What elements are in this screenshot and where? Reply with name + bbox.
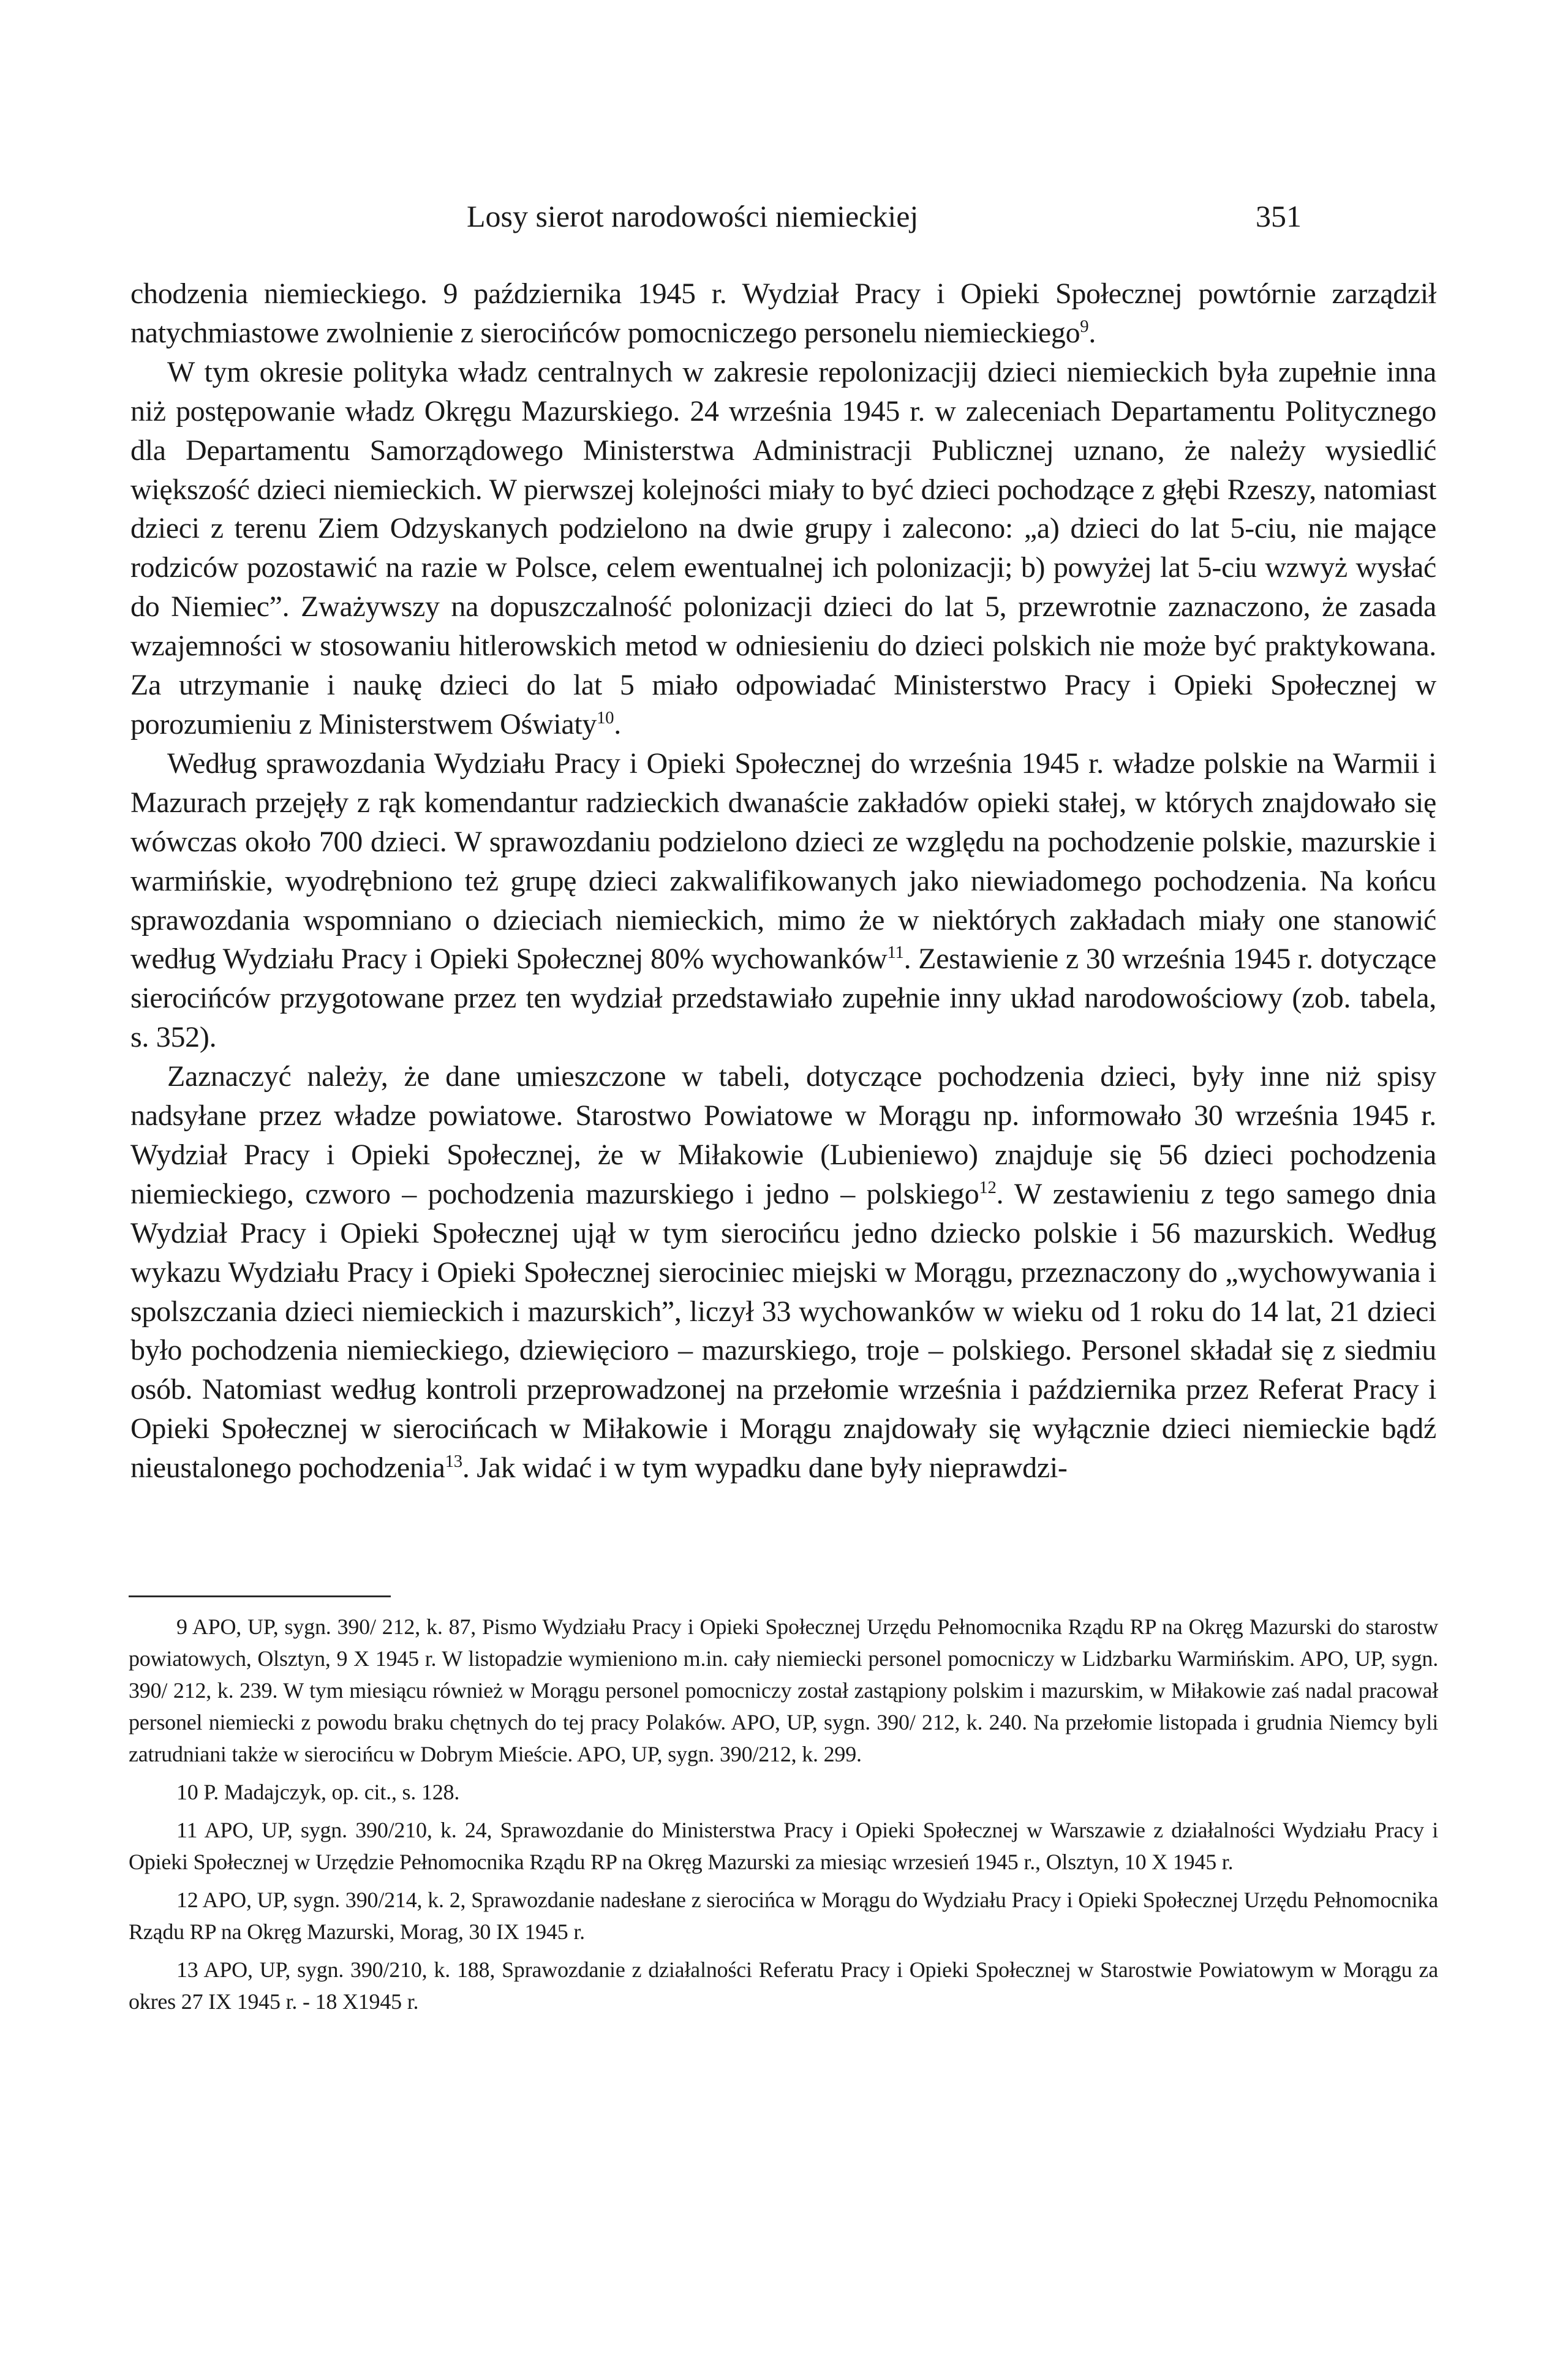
paragraph-text: W tym okresie polityka władz centralnych w zakresie repolonizacjij dzieci niemieckich była zupełnie inna niż postępowanie władz Okręgu Mazurskiego. 24 września 1945 r. w zaleceniach Departamentu Politycznego dla Departamentu Samorządowego Ministerstwa Administracji Publicznej uznano, że należy wysiedlić większość dzieci niemieckich. W pierwszej kolejności miały to być dzieci pochodzące z głębi Rzeszy, natomiast dzieci z terenu Ziem Odzyskanych podzielono na dwie grupy i zalecono: „a) dzieci do lat 5-ciu, nie mające rodziców pozostawić na razie w Polsce, celem ewentualnej ich polonizacji; b) powyżej lat 5-ciu wzwyż wysłać do Niemiec”. Zważywszy na dopuszczalność polonizacji dzieci do lat 5, przewrotnie zaznaczono, że zasada wzajemności w stosowaniu hitlerowskich metod w odniesieniu do dzieci polskich nie może być praktykowana. Za utrzymanie i naukę dzieci do lat 5 miało odpowiadać Ministerstwo Pracy i Opieki Społecznej w porozumieniu z Ministerstwem Oświaty bbox=[130, 355, 1436, 740]
paragraph-text: Według sprawozdania Wydziału Pracy i Opieki Społecznej do września 1945 r. władze polskie na Warmii i Mazurach przejęły z rąk komendantur radzieckich dwanaście zakładów opieki stałej, w których znajdowało się wówczas około 700 dzieci. W sprawozdaniu podzielono dzieci ze względu na pochodzenie polskie, mazurskie i warmińskie, wyodrębniono też grupę dzieci zakwalifikowanych jako niewiadomego pochodzenia. Na końcu sprawozdania wspomniano o dzieciach niemieckich, mimo że w niektórych zakładach miały one stanowić według Wydziału Pracy i Opieki Społecznej 80% wychowanków bbox=[130, 747, 1436, 976]
paragraph-4 bbox=[130, 1057, 1436, 1488]
main-text bbox=[130, 274, 1436, 1488]
footnote-13: 13 APO, UP, sygn. 390/210, k. 188, Sprawozdanie z działalności Referatu Pracy i Opieki Społecznej w Starostwie Powiatowym w Morągu za okres 27 IX 1945 r. - 18 X1945 r. bbox=[129, 1957, 1438, 2014]
paragraph-text: chodzenia niemieckiego. 9 października 1945 r. Wydział Pracy i Opieki Społecznej powtórnie zarządził natychmiastowe zwolnienie z sierocińców pomocniczego personelu niemieckiego bbox=[130, 277, 1436, 349]
footnote-ref: 11 bbox=[887, 943, 904, 963]
footnote-ref: 9 bbox=[1080, 316, 1089, 336]
paragraph-tail: . bbox=[1088, 316, 1096, 349]
page-number: 351 bbox=[1256, 199, 1302, 233]
footnote-ref: 13 bbox=[445, 1452, 462, 1472]
footnote-12: 12 APO, UP, sygn. 390/214, k. 2, Sprawozdanie nadesłane z sierocińca w Morągu do Wydziału Pracy i Opieki Społecznej Urzędu Pełnomocnika Rządu RP na Okręg Mazurski, Morag, 30 IX 1945 r. bbox=[129, 1888, 1438, 1944]
footnote-ref: 12 bbox=[979, 1177, 997, 1197]
paragraph-text: Zaznaczyć należy, że dane umieszczone w tabeli, dotyczące pochodzenia dzieci, były inne niż spisy nadsyłane przez władze powiatowe. Starostwo Powiatowe w Morągu np. informowało 30 września 1945 r. Wydział Pracy i Opieki Społecznej, że w Miłakowie (Lubieniewo) znajduje się 56 dzieci pochodzenia niemieckiego, czworo – pochodzenia mazurskiego i jedno – polskiego bbox=[130, 1060, 1436, 1210]
footnote-11: 11 APO, UP, sygn. 390/210, k. 24, Sprawozdanie do Ministerstwa Pracy i Opieki Społecznej w Warszawie z działalności Wydziału Pracy i Opieki Społecznej w Urzędzie Pełnomocnika Rządu RP na Okręg Mazurski za miesiąc wrzesień 1945 r., Olsztyn, 10 X 1945 r. bbox=[129, 1818, 1438, 1874]
paragraph-tail: . Zestawienie z 30 września 1945 r. dotyczące sierocińców przygotowane przez ten wydział przedstawiało zupełnie inny układ narodowościowy (zob. tabela, s. 352). bbox=[130, 943, 1436, 1054]
paragraph-tail: . W zestawieniu z tego samego dnia Wydział Pracy i Opieki Społecznej ujął w tym sierocińcu jedno dziecko polskie i 56 mazurskich. Według wykazu Wydziału Pracy i Opieki Społecznej sierociniec miejski w Morągu, przeznaczony do „wychowywania i spolszczania dzieci niemieckich i mazurskich”, liczył 33 wychowanków w wieku od 1 roku do 14 lat, 21 dzieci było pochodzenia niemieckiego, dziewięcioro – mazurskiego, troje – polskiego. Personel składał się z siedmiu osób. Natomiast według kontroli przeprowadzonej na przełomie września i października przez Referat Pracy i Opieki Społecznej w sierocińcach w Miłakowie i Morągu znajdowały się wyłącznie dzieci niemieckie bądź nieustalonego pochodzenia bbox=[130, 1177, 1436, 1485]
paragraph-tail: . Jak widać i w tym wypadku dane były nieprawdzi- bbox=[462, 1452, 1068, 1485]
paragraph-2 bbox=[130, 353, 1436, 744]
paragraph-3 bbox=[130, 744, 1436, 1057]
footnote-ref: 10 bbox=[597, 707, 614, 728]
footnote-9: 9 APO, UP, sygn. 390/ 212, k. 87, Pismo Wydziału Pracy i Opieki Społecznej Urzędu Pełnomocnika Rządu RP na Okręg Mazurski do starostw powiatowych, Olsztyn, 9 X 1945 r. W listopadzie wymieniono m.in. cały niemiecki personel pomocniczy w Lidzbarku Warmińskim. APO, UP, sygn. 390/ 212, k. 239. W tym miesiącu również w Morągu personel pomocniczy został zastąpiony polskim i mazurskim, w Miłakowie zaś nadal pracował personel niemiecki z powodu braku chętnych do tej pracy Polaków. APO, UP, sygn. 390/ 212, k. 240. Na przełomie listopada i grudnia Niemcy byli zatrudniani także w sierocińcu w Dobrym Mieście. APO, UP, sygn. 390/212, k. 299. bbox=[129, 1614, 1438, 1766]
running-title: Losy sierot narodowości niemieckiej bbox=[467, 199, 919, 233]
paragraph-tail: . bbox=[614, 707, 621, 740]
footnote-10: 10 P. Madajczyk, op. cit., s. 128. bbox=[176, 1780, 460, 1804]
footnote-separator bbox=[129, 1595, 391, 1597]
paragraph-1 bbox=[130, 274, 1436, 353]
running-head bbox=[0, 195, 1568, 238]
footnotes bbox=[129, 1611, 1438, 2024]
